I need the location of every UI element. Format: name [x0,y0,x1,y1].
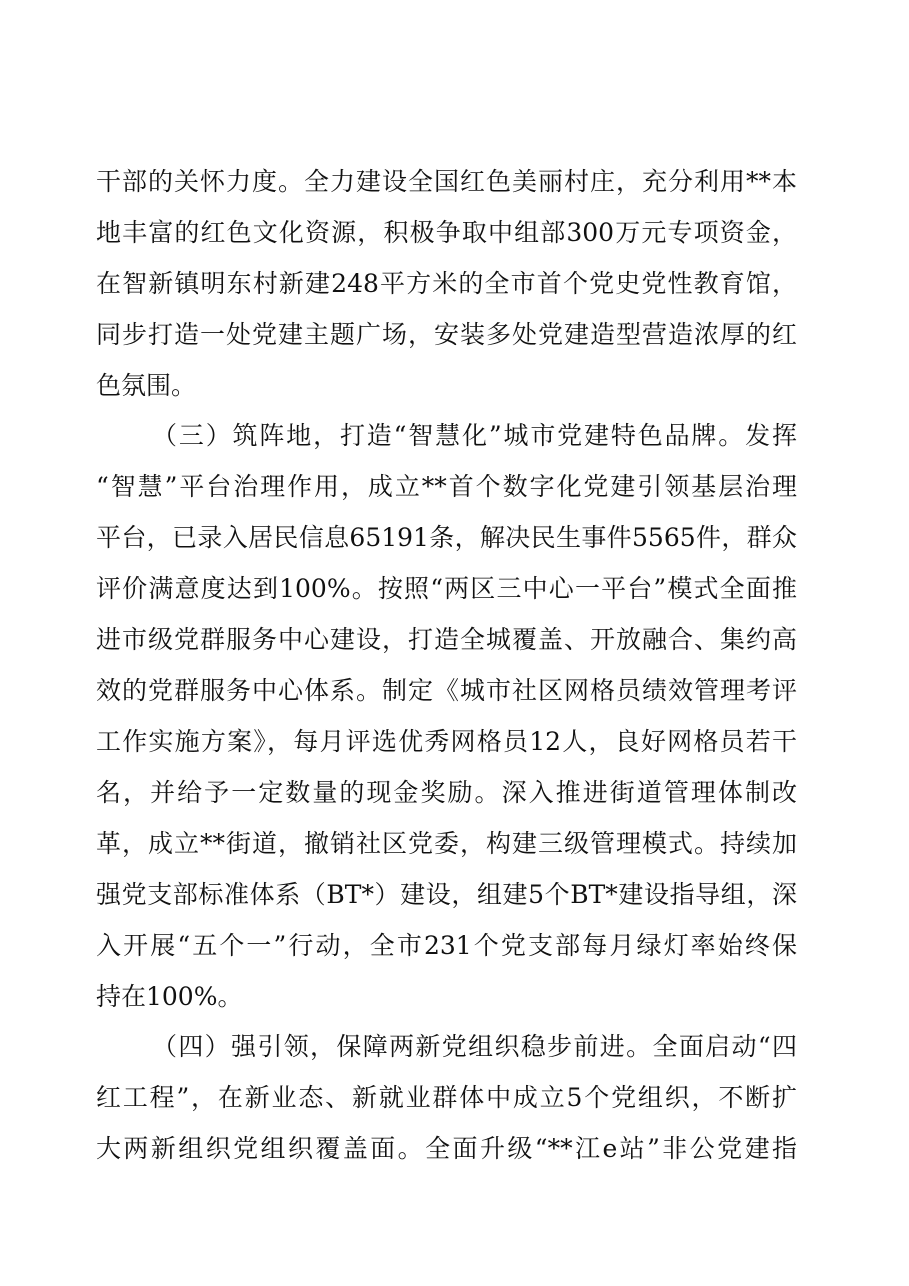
paragraph-first-line [0,1025,909,1069]
line-text: 持在100%。 [96,982,243,1011]
paragraph-line [0,262,909,306]
paragraph-line [0,1076,909,1120]
paragraph-first-line [0,414,909,458]
line-text: 色氛围。 [96,371,197,400]
line-text: 效的党群服务中心体系。制定《城市社区网格员绩效管理考评 [96,676,797,705]
paragraph-line [0,924,909,968]
line-text: 平台，已录入居民信息65191条，解决民生事件5565件，群众 [96,523,797,552]
line-text: 地丰富的红色文化资源，积极争取中组部300万元专项资金， [96,218,797,247]
paragraph-line [0,669,909,713]
paragraph-line [0,313,909,357]
line-text: 同步打造一处党建主题广场，安装多处党建造型营造浓厚的红 [96,320,797,349]
paragraph-line [0,160,909,204]
line-text: 评价满意度达到100%。按照“两区三中心一平台”模式全面推 [96,574,797,603]
line-text: 进市级党群服务中心建设，打造全城覆盖、开放融合、集约高 [96,625,797,654]
line-text: （三）筑阵地，打造“智慧化”城市党建特色品牌。发挥 [152,421,797,450]
line-text: “智慧”平台治理作用，成立**首个数字化党建引领基层治理 [96,472,797,501]
line-text: 在智新镇明东村新建248平方米的全市首个党史党性教育馆， [96,269,797,298]
paragraph-line [0,873,909,917]
line-text: 大两新组织党组织覆盖面。全面升级“**江e站”非公党建指 [96,1134,797,1163]
paragraph-line [0,364,909,408]
paragraph-line [0,771,909,815]
line-text: （四）强引领，保障两新党组织稳步前进。全面启动“四 [152,1032,797,1061]
paragraph-line [0,618,909,662]
paragraph-line [0,1127,909,1171]
paragraph-line [0,211,909,255]
line-text: 红工程”，在新业态、新就业群体中成立5个党组织，不断扩 [96,1083,797,1112]
line-text: 强党支部标准体系（BT*）建设，组建5个BT*建设指导组，深 [96,880,797,909]
paragraph-line [0,720,909,764]
paragraph-line [0,465,909,509]
line-text: 工作实施方案》，每月评选优秀网格员12人，良好网格员若干 [96,727,797,756]
line-text: 名，并给予一定数量的现金奖励。深入推进街道管理体制改 [96,778,797,807]
paragraph-line [0,822,909,866]
paragraph-line [0,567,909,611]
line-text: 干部的关怀力度。全力建设全国红色美丽村庄，充分利用**本 [96,167,797,196]
paragraph-line [0,975,909,1019]
paragraph-line [0,516,909,560]
line-text: 入开展“五个一”行动，全市231个党支部每月绿灯率始终保 [96,931,797,960]
line-text: 革，成立**街道，撤销社区党委，构建三级管理模式。持续加 [96,829,797,858]
